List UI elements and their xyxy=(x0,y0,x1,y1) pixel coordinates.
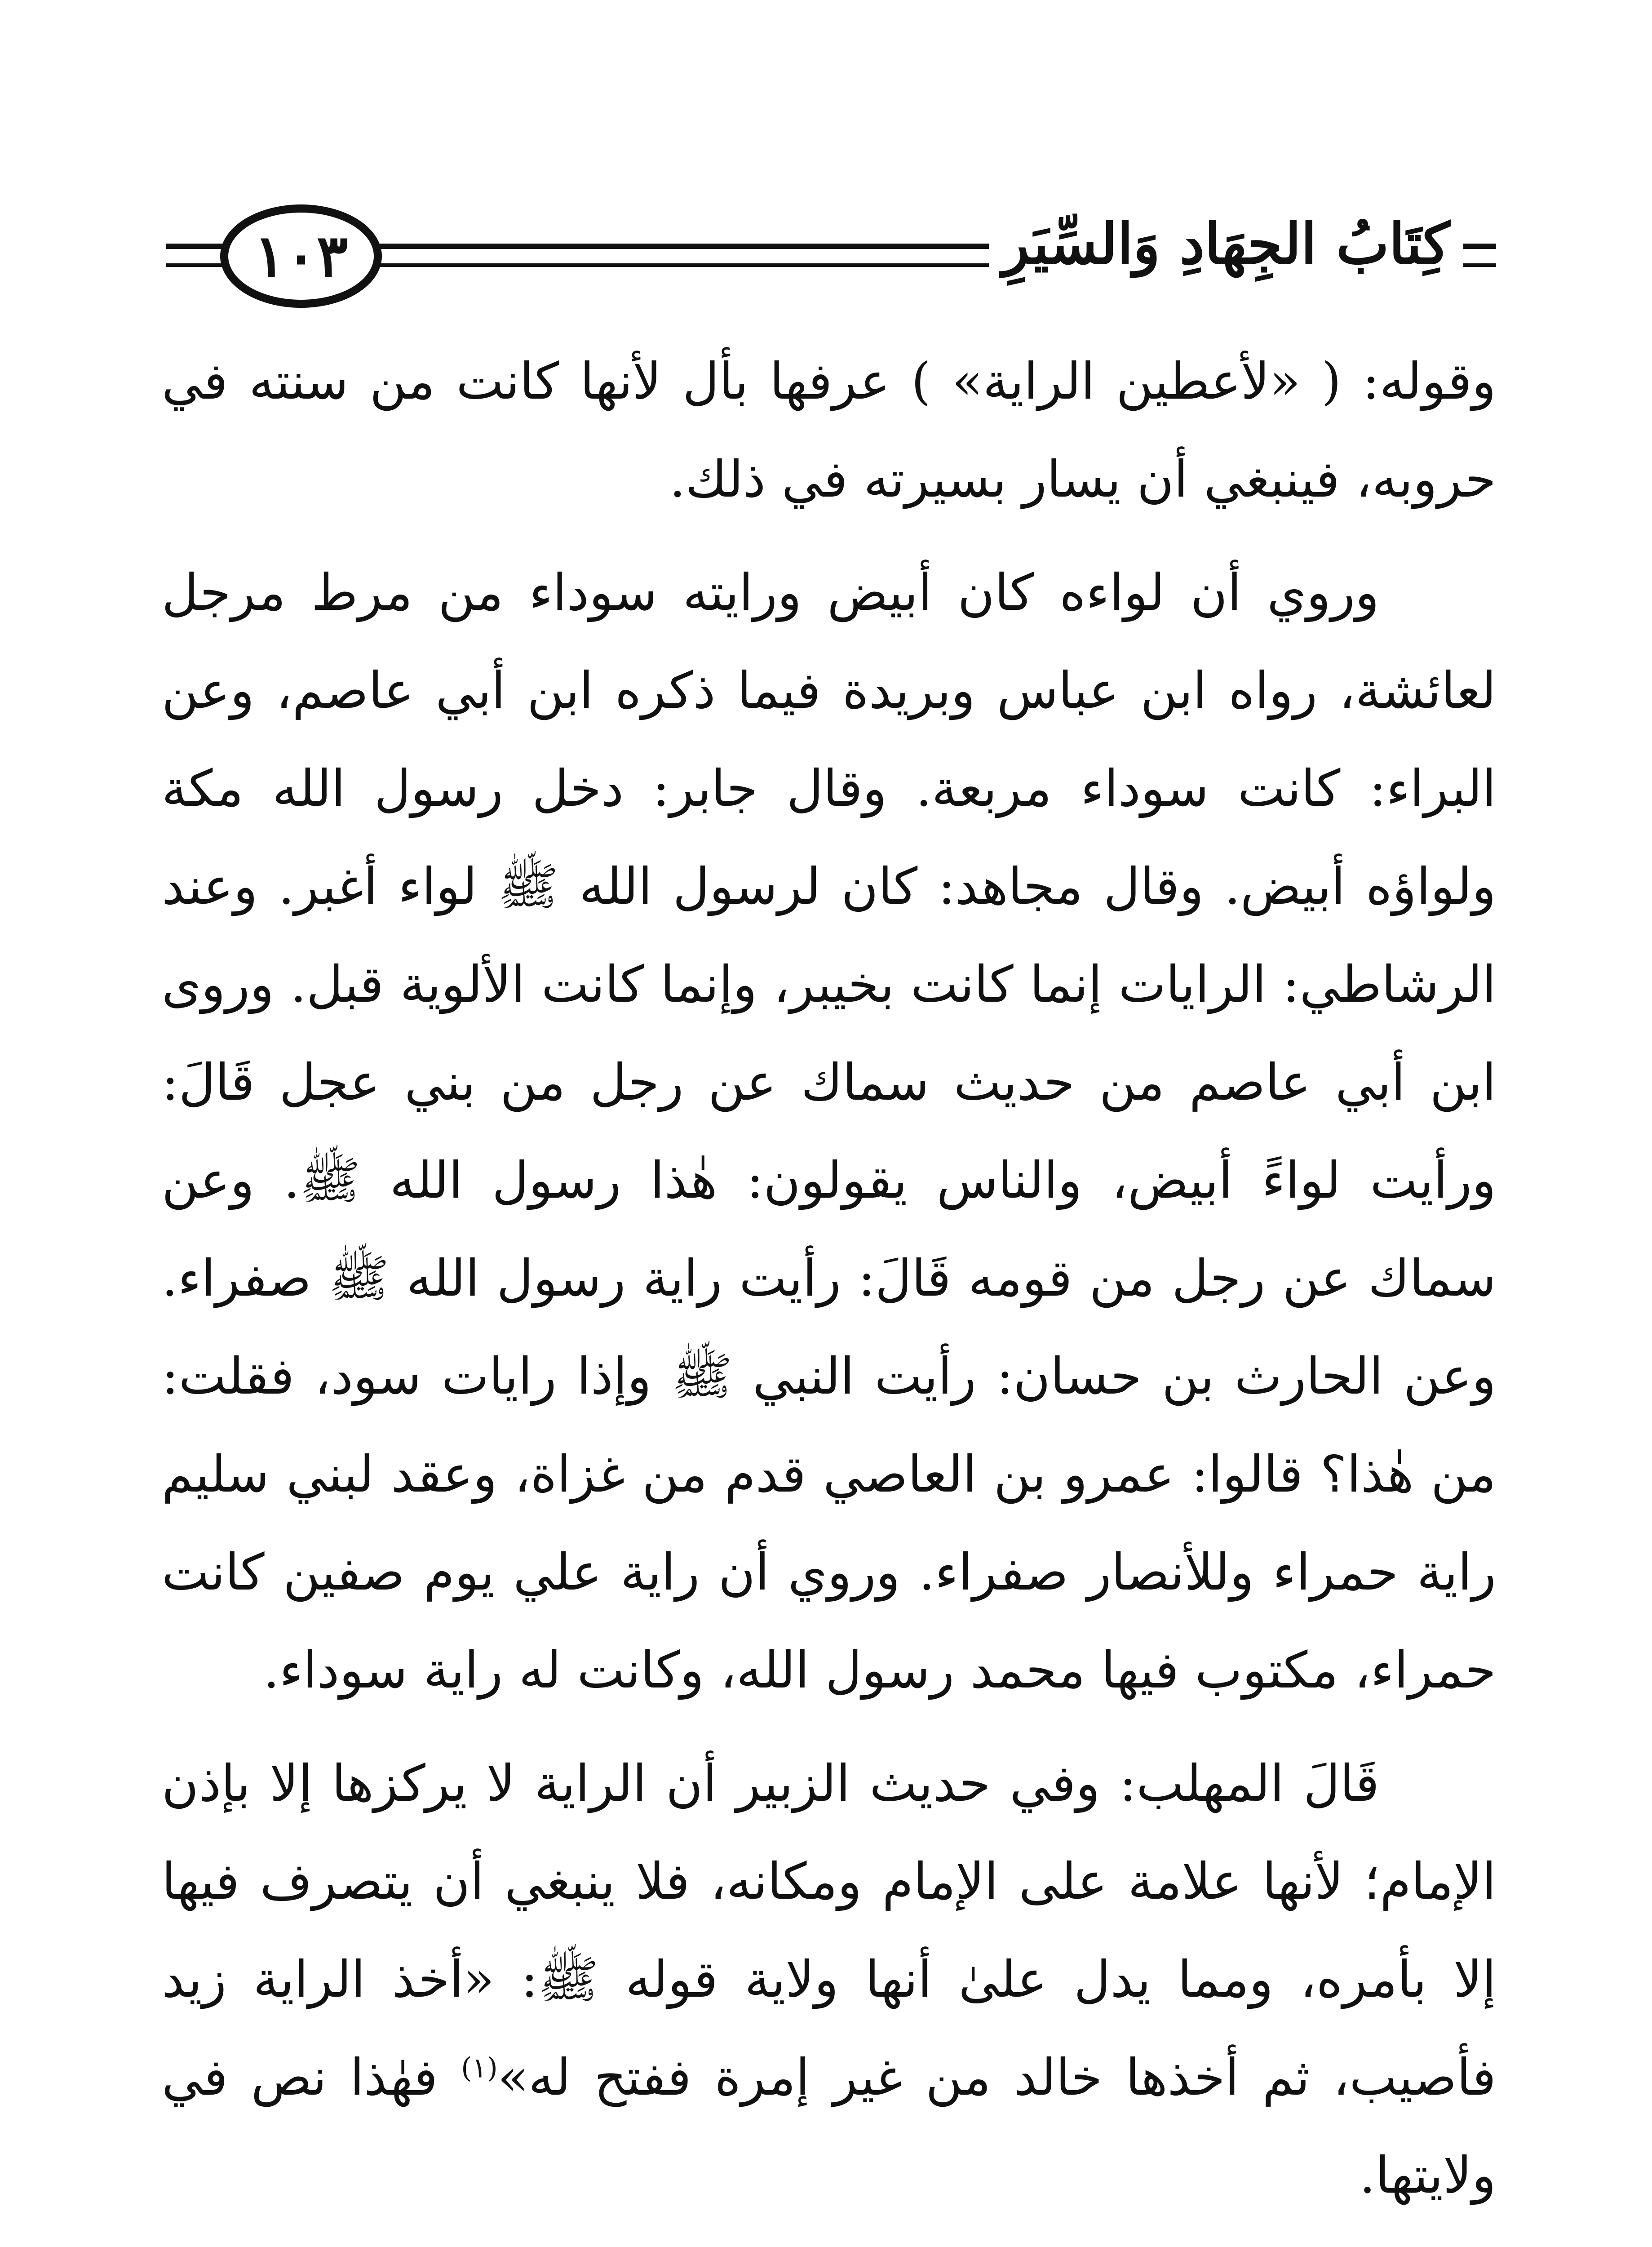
paragraph xyxy=(162,2240,1496,2247)
page-header xyxy=(0,0,1652,324)
paragraph-text: وروي أن لواءه كان أبيض ورايته سوداء من مرط مرجل لعائشة، رواه ابن عباس وبريدة فيما ذكره ابن أبي عاصم، وعن البراء: كانت سوداء مربعة. وقال جابر: دخل رسول الله مكة ولواؤه أبيض. وقال مجاهد: كان لرسول الله ﷺ لواء أغبر. وعند الرشاطي: الرايات إنما كانت بخيبر، وإنما كانت الألوية قبل. وروى ابن أبي عاصم من حديث سماك عن رجل من بني عجل قَالَ: ورأيت لواءً أبيض، والناس يقولون: هٰذا رسول الله ﷺ. وعن سماك عن رجل من قومه قَالَ: رأيت راية رسول الله ﷺ صفراء. وعن الحارث بن حسان: رأيت النبي ﷺ وإذا رايات سود، فقلت: من هٰذا؟ قالوا: عمرو بن العاصي قدم من غزاة، وعقد لبني سليم راية حمراء وللأنصار صفراء. وروي أن راية علي يوم صفين كانت حمراء، مكتوب فيها محمد رسول الله، وكانت له راية سوداء. xyxy=(162,564,1497,1700)
main-text xyxy=(162,333,1496,2247)
paragraph-text: فهٰذا نص في ولايتها. xyxy=(162,2048,1496,2205)
page-number: ١٠٣ xyxy=(254,222,348,290)
paragraph-text: وقوله: ( «لأعطين الراية» ) عرفها بأل لأنها كانت من سنته في حروبه، فينبغي أن يسار بسيرته في ذلك. xyxy=(162,352,1496,509)
paragraph xyxy=(162,544,1496,1719)
paragraph xyxy=(162,1735,1496,2225)
running-title: كِتَابُ الجِهَادِ وَالسِّيَرِ xyxy=(989,211,1463,277)
footnote-marker: (١) xyxy=(461,2051,498,2084)
page-number-badge xyxy=(220,204,382,308)
paragraph xyxy=(162,333,1496,528)
paragraph-text: قَالَ المهلب: وفي حديث الزبير أن الراية لا يركزها إلا بإذن الإمام؛ لأنها علامة على الإمام ومكانه، فلا ينبغي أن يتصرف فيها إلا بأمره، ومما يدل علىٰ أنها ولاية قوله ﷺ: «أخذ الراية زيد فأصيب، ثم أخذها خالد من غير إمرة ففتح له» xyxy=(162,1754,1496,2107)
